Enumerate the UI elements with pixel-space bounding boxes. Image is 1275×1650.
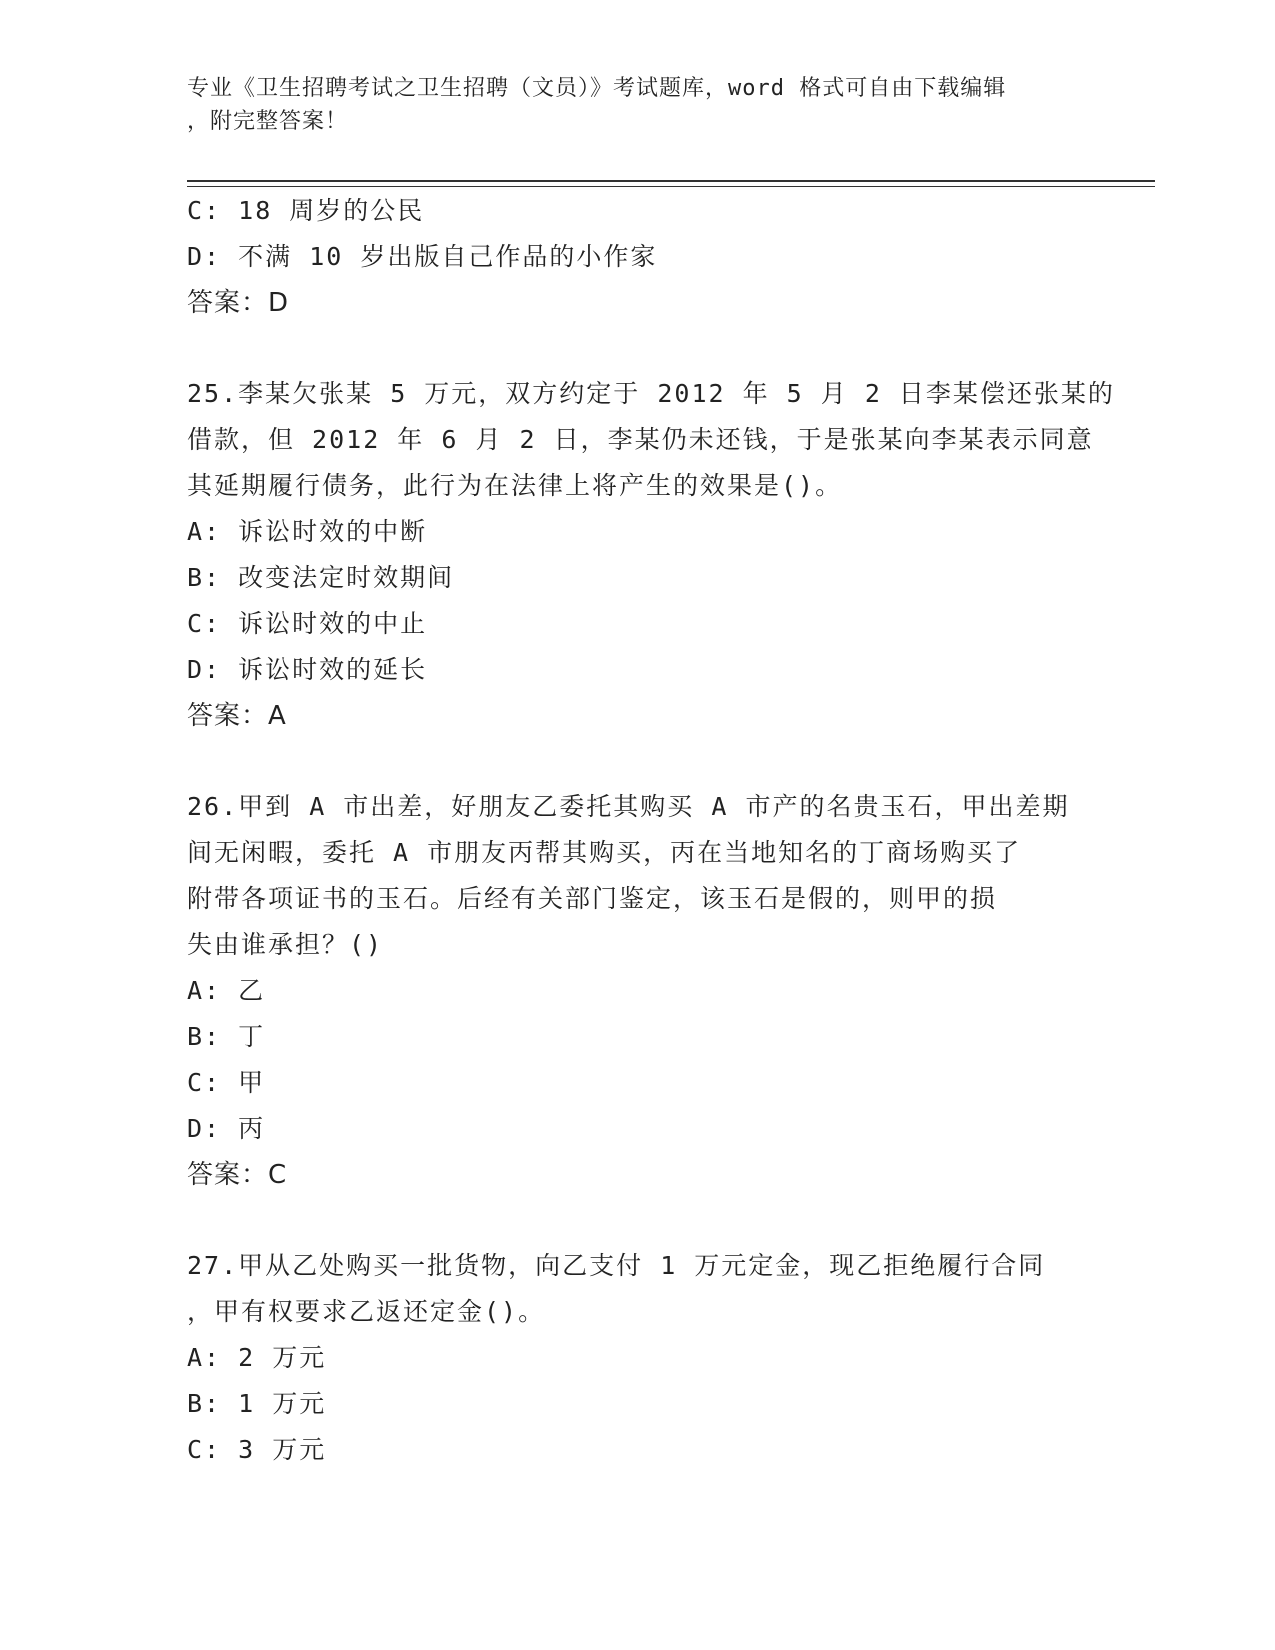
question-gap	[187, 1198, 1087, 1243]
option-b: B: 丁	[187, 1022, 266, 1051]
option-d: D: 丙	[187, 1114, 266, 1143]
option-b: B: 1 万元	[187, 1389, 327, 1418]
question-27	[187, 1243, 1087, 1473]
question-stem-line: 其延期履行债务，此行为在法律上将产生的效果是()。	[187, 471, 843, 500]
question-stem-line: 失由谁承担？()	[187, 930, 384, 959]
option-a: A: 诉讼时效的中断	[187, 517, 428, 546]
question-stem-line: 借款，但 2012 年 6 月 2 日，李某仍未还钱，于是张某向李某表示同意	[187, 425, 1094, 454]
question-stem-line: 间无闲暇，委托 A 市朋友丙帮其购买，丙在当地知名的丁商场购买了	[187, 838, 1022, 867]
answer-line: 答案：C	[187, 1160, 288, 1190]
question-gap	[187, 326, 1087, 371]
question-stem-line: 26.甲到 A 市出差，好朋友乙委托其购买 A 市产的名贵玉石，甲出差期	[187, 792, 1070, 821]
option-c: C: 3 万元	[187, 1435, 327, 1464]
question-gap	[187, 739, 1087, 784]
question-stem-line: 附带各项证书的玉石。后经有关部门鉴定，该玉石是假的，则甲的损	[187, 884, 998, 913]
answer-line: 答案：D	[187, 288, 290, 318]
header-line-2: ，附完整答案！	[187, 109, 349, 134]
option-c: C: 诉讼时效的中止	[187, 609, 428, 638]
option-a: A: 乙	[187, 976, 266, 1005]
option-d: D: 不满 10 岁出版自己作品的小作家	[187, 242, 658, 271]
header-line-1: 专业《卫生招聘考试之卫生招聘（文员）》考试题库，word 格式可自由下载编辑	[187, 76, 1007, 101]
question-stem-line: 27.甲从乙处购买一批货物，向乙支付 1 万元定金，现乙拒绝履行合同	[187, 1251, 1046, 1280]
header-divider-thick	[187, 180, 1155, 182]
question-24-continued	[187, 188, 1087, 326]
option-c: C: 18 周岁的公民	[187, 196, 425, 225]
answer-line: 答案：A	[187, 701, 287, 731]
question-stem-line: ，甲有权要求乙返还定金()。	[187, 1297, 546, 1326]
question-stem-line: 25.李某欠张某 5 万元，双方约定于 2012 年 5 月 2 日李某偿还张某的	[187, 379, 1115, 408]
question-26	[187, 784, 1087, 1198]
exam-content	[187, 188, 1115, 1473]
option-c: C: 甲	[187, 1068, 266, 1097]
option-b: B: 改变法定时效期间	[187, 563, 455, 592]
question-25	[187, 371, 1115, 739]
option-d: D: 诉讼时效的延长	[187, 655, 428, 684]
document-header	[187, 72, 1067, 138]
header-divider-thin	[187, 186, 1155, 187]
option-a: A: 2 万元	[187, 1343, 327, 1372]
